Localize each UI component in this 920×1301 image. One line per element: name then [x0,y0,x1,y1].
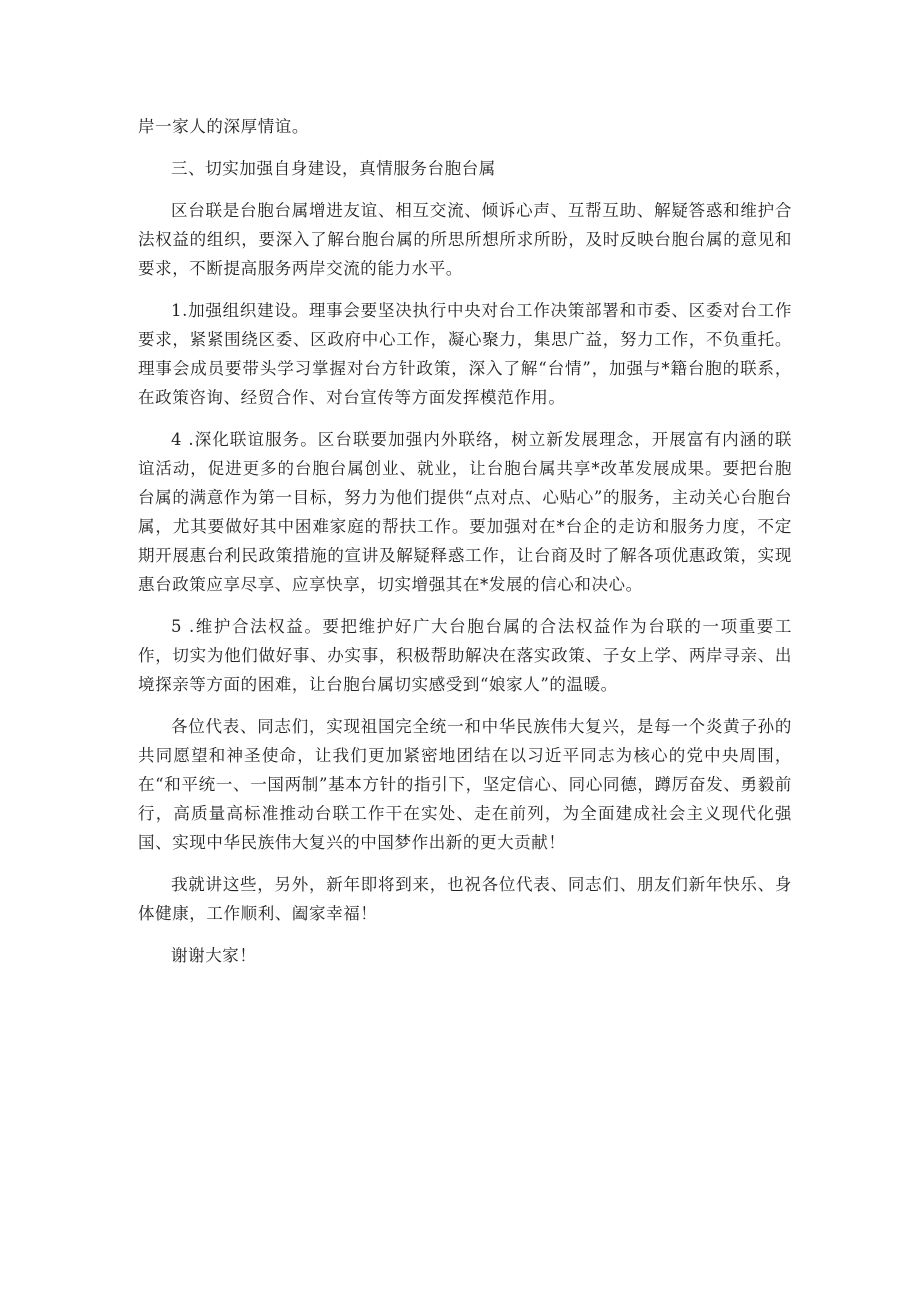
paragraph-item-4: 4 .深化联谊服务。区台联要加强内外联络，树立新发展理念，开展富有内涵的联谊活动，促进更多的台胞台属创业、就业，让台胞台属共享*改革发展成果。要把台胞台属的满意作为第一目标，努力为他们提供“点对点、心贴心”的服务，主动关心台胞台属，尤其要做好其中困难家庭的帮扶工作。要加强对在*台企的走访和服务力度，不定期开展惠台利民政策措施的宣讲及解疑释惑工作，让台商及时了解各项优惠政策，实现惠台政策应享尽享、应享快享，切实增强其在*发展的信心和决心。 [138,430,792,594]
paragraph-item-1: 1.加强组织建设。理事会要坚决执行中央对台工作决策部署和市委、区委对台工作要求，紧紧围绕区委、区政府中心工作，凝心聚力，集思广益，努力工作，不负重托。理事会成员要带头学习掌握对台方针政策，深入了解“台情”，加强与*籍台胞的联系，在政策咨询、经贸合作、对台宣传等方面发挥模范作用。 [138,301,792,407]
paragraph-thanks: 谢谢大家！ [171,946,257,965]
document-page [138,112,792,970]
paragraph-continuation: 岸一家人的深厚情谊。 [138,117,309,136]
paragraph-intro: 区台联是台胞台属增进友谊、相互交流、倾诉心声、互帮互助、解疑答惑和维护合法权益的组织，要深入了解台胞台属的所思所想所求所盼，及时反映台胞台属的意见和要求，不断提高服务两岸交流的能力水平。 [138,201,792,278]
paragraph-wishes: 我就讲这些，另外，新年即将到来，也祝各位代表、同志们、朋友们新年快乐、身体健康，工作顺利、阖家幸福！ [138,875,792,923]
paragraph-item-5: 5 .维护合法权益。要把维护好广大台胞台属的合法权益作为台联的一项重要工作，切实为他们做好事、办实事，积极帮助解决在落实政策、子女上学、两岸寻亲、出境探亲等方面的困难，让台胞台属切实感受到“娘家人”的温暖。 [138,617,792,694]
paragraph-closing: 各位代表、同志们，实现祖国完全统一和中华民族伟大复兴，是每一个炎黄子孙的共同愿望和神圣使命，让我们更加紧密地团结在以习近平同志为核心的党中央周围，在“和平统一、一国两制”基本方针的指引下，坚定信心、同心同德，蹲厉奋发、勇毅前行，高质量高标准推动台联工作干在实处、走在前列，为全面建成社会主义现代化强国、实现中华民族伟大复兴的中国梦作出新的更大贡献！ [138,717,792,852]
section-heading-three: 三、切实加强自身建设，真情服务台胞台属 [171,159,496,178]
